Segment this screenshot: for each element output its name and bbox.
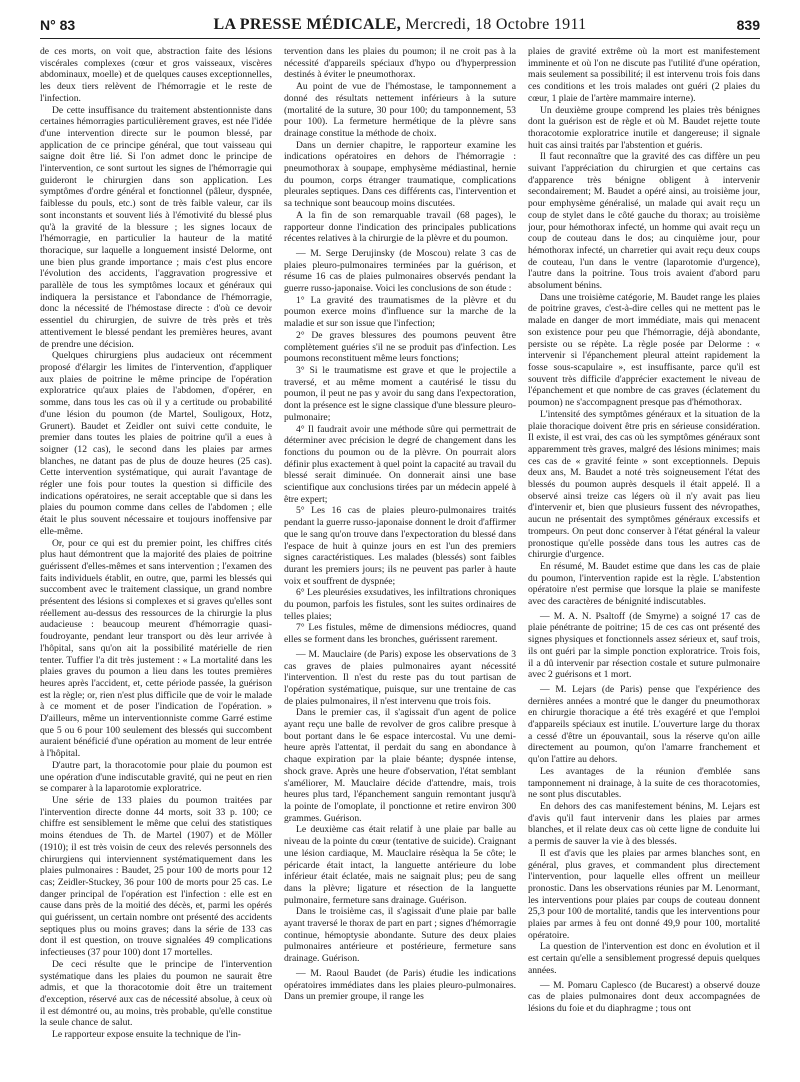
journal-title-line xyxy=(214,16,587,34)
paragraph: 3° Si le traumatisme est grave et que le projectile a traversé, et au même moment a cautérisé le tissu du poumon, il peut ne pas y avoir du sang dans l'expectoration, dont la présence est le signe classique d'une blessure pleuro-pulmonaire; xyxy=(284,364,516,423)
paragraph: La question de l'intervention est donc en évolution et il est certain qu'elle a sensiblement progressé depuis quelques années. xyxy=(528,941,760,976)
paragraph: Au point de vue de l'hémostase, le tamponnement a donné des résultats nettement inférieurs à la suture (mortalité de la suture, 30 pour 100; du tamponnement, 53 pour 100). La fermeture hermétique de la plèvre sans drainage constitue la méthode de choix. xyxy=(284,81,516,139)
paragraph: Dans le troisième cas, il s'agissait d'une plaie par balle ayant traversé le thorax de part en part ; signes d'hémorragie continue, hémoptysie abondante. Suture des deux plaies pulmonaires antérieure et postérieure, fermeture sans drainage. Guérison. xyxy=(284,906,516,965)
paragraph: plaies de gravité extrême où la mort est manifestement imminente et où l'on ne discute pas l'utilité d'une opération, mais seulement sa possibilité; il est intervenu trois fois dans ces conditions et les trois malades ont guéri (2 plaies du cœur, 1 plaie de l'artère mammaire interne). xyxy=(528,46,760,104)
paragraph: D'autre part, la thoracotomie pour plaie du poumon est une opération d'une indiscutable gravité, qui ne peut en rien se comparer à la laparotomie exploratrice. xyxy=(40,759,272,795)
paragraph: A la fin de son remarquable travail (68 pages), le rapporteur donne l'indication des principales publications récentes relatives à la chirurgie de la plèvre et du poumon. xyxy=(284,209,516,245)
paragraph: Il est d'avis que les plaies par armes blanches sont, en général, plus graves, et commandent plus directement l'intervention, pour laquelle elles offrent un meilleur pronostic. Dans les observations réunies par M. Lenormant, les interventions pour plaies par coups de couteau donnent 25,3 pour 100 de mortalité, tandis que les interventions pour plaies par armes à feu ont donné 49,9 pour 100, mortalité opératoire. xyxy=(528,847,760,941)
paragraph: 1° La gravité des traumatismes de la plèvre et du poumon exerce moins d'influence sur la marche de la maladie et sur son issue que l'infection; xyxy=(284,294,516,330)
paragraph: 2° De graves blessures des poumons peuvent être complètement guéries s'il ne se produit pas d'infection. Les poumons reconstituent même leurs fonctions; xyxy=(284,329,516,365)
paragraph: — M. Serge Derujinsky (de Moscou) relate 3 cas de plaies pleuro-pulmonaires terminées par la guérison, et résume 16 cas de plaies pulmonaires observés pendant la guerre russo-japonaise. Voici les conclusions de son étude : xyxy=(284,247,516,295)
paragraph: De ceci résulte que le principe de l'intervention systématique dans les plaies du poumon ne saurait être admis, et que la thoracotomie doit être un traitement d'exception, réservé aux cas de nécessité absolue, à ceux où il est démontré ou, au moins, très probable, qu'elle constitue la seule chance de salut. xyxy=(40,958,272,1029)
page-header xyxy=(40,12,760,39)
paragraph: Il faut reconnaître que la gravité des cas diffère un peu suivant l'appréciation du chirurgien et que certains cas d'apparence très bénigne obligent à intervenir secondairement; M. Baudet a opéré ainsi, au troisième jour, pour emphysème généralisé, un malade qui avait reçu un coup de stylet dans le côté gauche du thorax; au troisième jour, pour hémothorax infecté, un homme qui avait reçu un coup de couteau dans le dos; au cinquième jour, pour hémothorax infecté, un charretier qui avait reçu deux coups de couteau, l'un dans le ventre (laparotomie d'urgence), l'autre dans la poitrine. Tous trois avaient d'abord paru absolument bénins. xyxy=(528,151,760,292)
paragraph: Or, pour ce qui est du premier point, les chiffres cités plus haut démontrent que la majorité des plaies de poitrine guérissent d'elles-mêmes et sans intervention ; l'examen des faits individuels établit, en outre, que, parmi les blessés qui succombent avec le traitement classique, un grand nombre présentent des lésions si complexes et si graves qu'elles sont réellement au-dessus des ressources de la chirurgie la plus audacieuse : beaucoup meurent d'hémorragie quasi-foudroyante, pendant leur transport ou dès leur arrivée à l'hôpital, sans qu'on ait la possibilité matérielle de rien tenter. Tuffier l'a dit très justement : « La mortalité dans les plaies graves du poumon a lieu dans les toutes premières heures après l'accident, et, cette période passée, la guérison est la règle; or, rien n'est plus difficile que de voir le malade à ce moment et de poser l'indication de l'opération. » D'ailleurs, même un interventionniste comme Garré estime que 5 ou 6 pour 100 seulement des blessés qui succombent auraient bénéficié d'une opération au moment de leur entrée à l'hôpital. xyxy=(40,537,272,760)
paragraph: De cette insuffisance du traitement abstentionniste dans certaines hémorragies particulièrement graves, est née l'idée d'une intervention directe sur le poumon blessé, par application de ce principe général, que tout vaisseau qui saigne doit être lié. Si l'on admet donc le principe de l'intervention, ce sont surtout les signes de l'hémorragie qui guideront le chirurgien dans son application. Les symptômes d'ordre général et fonctionnel (pâleur, dyspnée, faiblesse du pouls, etc.) sont de très faible valeur, car ils sont inconstants et souvent liés à l'émotivité du blessé plus qu'à la gravité de la blessure ; les signes locaux de l'hémorragie, en particulier la hauteur de la matité thoracique, sur laquelle a longuement insisté Delorme, ont une bien plus grande importance ; mais c'est plus encore l'évolution des accidents, l'aggravation progressive et parallèle de tous les symptômes locaux et généraux qui indiquera la persistance et l'abondance de l'hémorragie, donc la nécessité de l'hémostase directe : d'où ce devoir essentiel du chirurgien, de suivre de très près et très attentivement le blessé pendant les premières heures, avant de prendre une décision. xyxy=(40,104,272,350)
paragraph: Dans un dernier chapitre, le rapporteur examine les indications opératoires en dehors de l'hémorragie : pneumothorax à soupape, emphysème médiastinal, hernie du poumon, corps étranger traumatique, complications pleurales septiques. Dans ces différents cas, l'intervention et sa technique sont beaucoup moins discutées. xyxy=(284,139,516,210)
paragraph: En résumé, M. Baudet estime que dans les cas de plaie du poumon, l'intervention rapide est la règle. L'abstention opératoire n'est permise que lorsque la plaie se manifeste avec des caractères de bénignité indiscutables. xyxy=(528,560,760,608)
paragraph: — M. Pomaru Caplesco (de Bucarest) a observé douze cas de plaies pulmonaires dont deux accompagnées de lésions du foie et du diaphragme ; tous ont xyxy=(528,979,760,1014)
paragraph: 5° Les 16 cas de plaies pleuro-pulmonaires traités pendant la guerre russo-japonaise donnent le droit d'affirmer que le sang qu'on trouve dans l'expectoration du blessé dans l'espace de huit à quinze jours en est l'un des premiers signes caractéristiques. Les malades (blessés) sont faibles durant les premiers jours; ils ne peuvent pas parler à haute voix et souffrent de dyspnée; xyxy=(284,505,516,587)
paragraph: Le deuxième cas était relatif à une plaie par balle au niveau de la pointe du cœur (tentative de suicide). Craignant une lésion cardiaque, M. Mauclaire résèqua la 5e côte; le péricarde était intact, la languette antérieure du lobe inférieur était éclatée, mais ne saignait plus; peu de sang dans la plèvre; ligature et résection de la languette pulmonaire, fermeture sans drainage. Guérison. xyxy=(284,824,516,906)
paragraph: Une série de 133 plaies du poumon traitées par l'intervention directe donne 44 morts, soit 33 p. 100; ce chiffre est sensiblement le même que celui des statistiques moins étendues de Th. de Martel (1907) et de Möller (1910); il est très voisin de ceux des relevés personnels des chirurgiens qui interviennent systématiquement dans les plaies pulmonaires : Baudet, 25 pour 100 de morts pour 12 cas; Zeidler-Stuckey, 36 pour 100 de morts pour 25 cas. Le danger principal de l'opération est l'infection : elle est en cause dans près de la moitié des décès, et, parmi les opérés qui guérissent, un certain nombre ont présenté des accidents septiques plus ou moins graves; dans la série de 133 cas dont il est question, on trouve signalées 49 complications infectieuses (37 pour 100) dont 17 mortelles. xyxy=(40,795,272,959)
column-2 xyxy=(284,46,516,1076)
paragraph: — M. Raoul Baudet (de Paris) étudie les indications opératoires immédiates dans les plaies pleuro-pulmonaires. Dans un premier groupe, il range les xyxy=(284,967,516,1003)
paragraph: Dans une troisième catégorie, M. Baudet range les plaies de poitrine graves, c'est-à-dire celles qui ne mettent pas le malade en danger de mort immédiate, mais qui menacent son existence pour peu que l'hémorragie, déjà abondante, persiste ou se répète. La règle posée par Delorme : « intervenir si l'épanchement pleural atteint rapidement la fosse sous-scapulaire », est insuffisante, parce qu'il est souvent très difficile d'apprécier exactement le niveau de l'épanchement et que nombre de cas graves (éclatement du poumon) ne s'accompagnent presque pas d'hémothorax. xyxy=(528,291,760,409)
paragraph: 7° Les fistules, même de dimensions médiocres, quand elles se forment dans les bronches, guérissent rarement. xyxy=(284,622,516,646)
paragraph: — M. A. N. Psaltoff (de Smyrne) a soigné 17 cas de plaie pénétrante de poitrine; 15 de ces cas ont présenté des signes physiques et fonctionnels assez sérieux et, sauf trois, ils ont guéri par la simple ponction exploratrice. Trois fois, il a dû intervenir par résection costale et suture pulmonaire avec 2 guérisons et 1 mort. xyxy=(528,610,760,681)
paragraph: Le rapporteur expose ensuite la technique de l'in- xyxy=(52,1029,241,1041)
paragraph: L'intensité des symptômes généraux et la situation de la plaie thoracique doivent être pris en sérieuse considération. Il existe, il est vrai, des cas où les symptômes généraux sont apparemment très graves, malgré des lésions minimes; mais ces cas de « gravité feinte » sont exceptionnels. Depuis deux ans, M. Baudet a noté très soigneusement l'état des blessés du poumon auprès desquels il était appelé. Il a observé ainsi treize cas légers où il n'y avait pas lieu d'intervenir et, bien que plusieurs fussent des névropathes, aucun ne présentait des symptômes généraux excessifs et trompeurs. On peut donc conserver à l'état général la valeur pronostique qu'elle possède dans tous les autres cas de chirurgie d'urgence. xyxy=(528,408,760,561)
paragraph: — M. Lejars (de Paris) pense que l'expérience des dernières années a montré que le danger du pneumothorax en chirurgie thoracique a été très exagéré et que l'emploi d'appareils spéciaux est inutile. L'ouverture large du thorax a cessé d'être un épouvantail, sous la réserve qu'on aille directement au poumon, qu'on l'amarre franchement et qu'on l'attire au dehors. xyxy=(528,683,760,766)
paragraph: — M. Mauclaire (de Paris) expose les observations de 3 cas graves de plaies pulmonaires ayant nécessité l'intervention. Il n'est du reste pas du tout partisan de l'opération systématique, puisque, sur une trentaine de cas de plaies pulmonaires, il n'est intervenu que trois fois. xyxy=(284,648,516,707)
paragraph: de ces morts, on voit que, abstraction faite des lésions viscérales complexes (cœur et gros vaisseaux, viscères abdominaux, moelle) et de quelques causes exceptionnelles, les deux tiers relèvent de l'hémorragie et le reste de l'infection. xyxy=(40,46,272,104)
paragraph: 4° Il faudrait avoir une méthode sûre qui permettrait de déterminer avec précision le degré de changement dans les fonctions du poumon ou de la plèvre. On pourrait alors définir plus exactement à quel point la capacité au travail du blessé serait diminuée. On donnerait ainsi une base scientifique aux conclusions tirées par un médecin appelé à être expert; xyxy=(284,423,516,505)
issue-date: Mercredi, 18 Octobre 1911 xyxy=(405,16,587,33)
paragraph: En dehors des cas manifestement bénins, M. Lejars est d'avis qu'il faut intervenir dans les plaies par armes blanches, et il relate deux cas où cette ligne de conduite lui a permis de sauver la vie à des blessés. xyxy=(528,801,760,848)
paragraph: Un deuxième groupe comprend les plaies très bénignes dont la guérison est de règle et où M. Baudet rejette toute thoracotomie exploratrice inutile et dangereuse; il signale huit cas ainsi traités par l'abstention et guéris. xyxy=(528,104,760,151)
issue-number: N° 83 xyxy=(40,17,76,33)
paragraph: 6° Les pleurésies exsudatives, les infiltrations chroniques du poumon, parfois les fistules, sont les suites ordinaires de telles plaies; xyxy=(284,587,516,622)
paragraph: Les avantages de la réunion d'emblée sans tamponnement ni drainage, à la suite de ces thoracotomies, ne sont plus discutables. xyxy=(528,765,760,801)
paragraph: tervention dans les plaies du poumon; il ne croit pas à la nécessité d'appareils spéciaux d'hypo ou d'hyperpression destinés à éviter le pneumothorax. xyxy=(284,46,516,81)
page-number: 839 xyxy=(736,17,760,33)
paragraph: Quelques chirurgiens plus audacieux ont récemment proposé d'élargir les limites de l'intervention, d'appliquer aux plaies de poitrine le même principe de l'opération exploratrice qu'aux plaies de l'abdomen, d'opérer, en somme, dans tous les cas où il y a certitude ou probabilité d'une lésion du poumon (de Martel, Souligoux, Hotz, Grunert). Baudet et Zeidler ont suivi cette conduite, le premier dans toutes les plaies de poitrine qu'il a eues à soigner (12 cas), le second dans les plaies par armes blanches, ne datant pas de plus de douze heures (25 cas). Cette intervention systématique, qui aurait l'avantage de régler une fois pour toutes la question si difficile des indications opératoires, ne serait acceptable que si dans les plaies du poumon comme dans celles de l'abdomen ; elle était le plus souvent nécessaire et toujours inoffensive par elle-même. xyxy=(40,350,272,537)
article-columns xyxy=(40,46,760,1076)
column-1 xyxy=(40,46,272,1076)
column-3 xyxy=(528,46,760,1076)
paragraph: Dans le premier cas, il s'agissait d'un agent de police ayant reçu une balle de revolver de gros calibre presque à bout portant dans le 6e espace intercostal. Vu une demi-heure après l'attentat, il perdait du sang en abondance à chaque expiration par la plaie béante; dyspnée intense, shock grave. Après une heure d'observation, l'état semblant s'améliorer, M. Mauclaire décide d'attendre, mais, trois heures plus tard, l'épanchement sanguin remontant jusqu'à la pointe de l'omoplate, il ponctionne et retire environ 300 grammes. Guérison. xyxy=(284,707,516,824)
journal-title: LA PRESSE MÉDICALE, xyxy=(213,16,402,33)
